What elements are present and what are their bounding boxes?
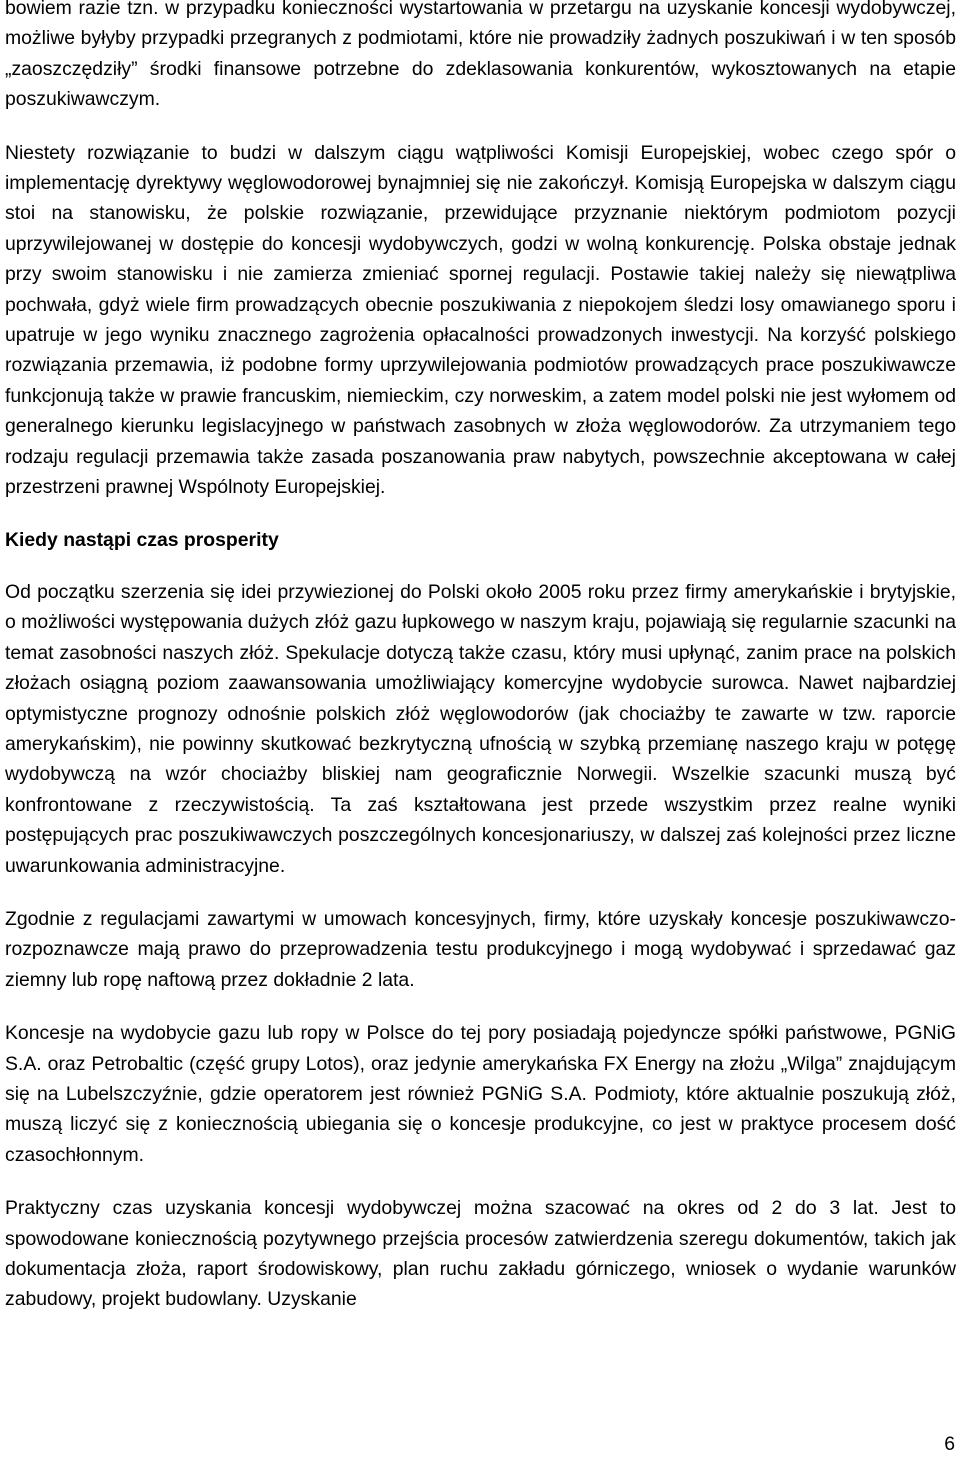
- document-page: [5, 0, 956, 1315]
- paragraph-shale-gas-estimates: Od początku szerzenia się idei przywiezionej do Polski około 2005 roku przez firmy amerykańskie i brytyjskie, o możliwości występowania dużych złóż gazu łupkowego w naszym kraju, pojawiają się regularnie szacunki na temat zasobności naszych złóż. Spekulacje dotyczą także czasu, który musi upłynąć, zanim prace na polskich złożach osiągną poziom zaawansowania umożliwiający komercyjne wydobycie surowca. Nawet najbardziej optymistyczne prognozy odnośnie polskich złóż węglowodorów (jak chociażby te zawarte w tzw. raporcie amerykańskim), nie powinny skutkować bezkrytyczną ufnością w szybką przemianę naszego kraju w potęgę wydobywczą na wzór chociażby bliskiej nam geograficznie Norwegii. Wszelkie szacunki muszą być konfrontowane z rzeczywistością. Ta zaś kształtowana jest przede wszystkim przez realne wyniki postępujących prac poszukiwawczych poszczególnych koncesjonariuszy, w dalszej zaś kolejności przez liczne uwarunkowania administracyjne.: [5, 580, 956, 877]
- page-number: 6: [944, 1433, 955, 1455]
- paragraph-european-commission: Niestety rozwiązanie to budzi w dalszym ciągu wątpliwości Komisji Europejskiej, wobec czego spór o implementację dyrektywy węglowodorowej bynajmniej się nie zakończył. Komisją Europejska w dalszym ciągu stoi na stanowisku, że polskie rozwiązanie, przewidujące przyznanie niektórym podmiotom pozycji uprzywilejowanej w dostępie do koncesji wydobywczych, godzi w wolną konkurencję. Polska obstaje jednak przy swoim stanowisku i nie zamierza zmieniać spornej regulacji. Postawie takiej należy się niewątpliwa pochwała, gdyż wiele firm prowadzących obecnie poszukiwania z niepokojem śledzi losy omawianego sporu i upatruje w jego wyniku znacznego zagrożenia opłacalności prowadzonych inwestycji. Na korzyść polskiego rozwiązania przemawia, iż podobne formy uprzywilejowania podmiotów prowadzących prace poszukiwawcze funkcjonują także w prawie francuskim, niemieckim, czy norweskim, a zatem model polski nie jest wyłomem od generalnego kierunku legislacyjnego w państwach zasobnych w złoża węglowodorów. Za utrzymaniem tego rodzaju regulacji przemawia także zasada poszanowania praw nabytych, powszechnie akceptowana w całej przestrzeni prawnej Wspólnoty Europejskiej.: [5, 141, 956, 499]
- paragraph-production-concessions: Koncesje na wydobycie gazu lub ropy w Polsce do tej pory posiadają pojedyncze spółki państwowe, PGNiG S.A. oraz Petrobaltic (część grupy Lotos), oraz jedynie amerykańska FX Energy na złożu „Wilga” znajdującym się na Lubelszczyźnie, gdzie operatorem jest również PGNiG S.A. Podmioty, które aktualnie poszukują złóż, muszą liczyć się z koniecznością ubiegania się o koncesje produkcyjne, co jest w praktyce procesem dość czasochłonnym.: [5, 1022, 956, 1166]
- section-heading: Kiedy nastąpi czas prosperity: [5, 528, 279, 551]
- paragraph-concession-regulations: Zgodnie z regulacjami zawartymi w umowach koncesyjnych, firmy, które uzyskały koncesje poszukiwawczo-rozpoznawcze mają prawo do przeprowadzenia testu produkcyjnego i mogą wydobywać i sprzedawać gaz ziemny lub ropę naftową przez dokładnie 2 lata.: [5, 907, 956, 991]
- paragraph-practical-time: Praktyczny czas uzyskania koncesji wydobywczej można szacować na okres od 2 do 3 lat. Jest to spowodowane koniecznością pozytywnego przejścia procesów zatwierdzenia szeregu dokumentów, takich jak dokumentacja złoża, raport środowiskowy, plan ruchu zakładu górniczego, wniosek o wydanie warunków zabudowy, projekt budowlany. Uzyskanie: [5, 1197, 956, 1311]
- paragraph-intro-continuation: bowiem razie tzn. w przypadku konieczności wystartowania w przetargu na uzyskanie koncesji wydobywczej, możliwe byłyby przypadki przegranych z podmiotami, które nie prowadziły żadnych poszukiwań i w ten sposób „zaoszczędziły” środki finansowe potrzebne do zdeklasowania konkurentów, wykosztowanych na etapie poszukiwawczym.: [5, 0, 956, 111]
